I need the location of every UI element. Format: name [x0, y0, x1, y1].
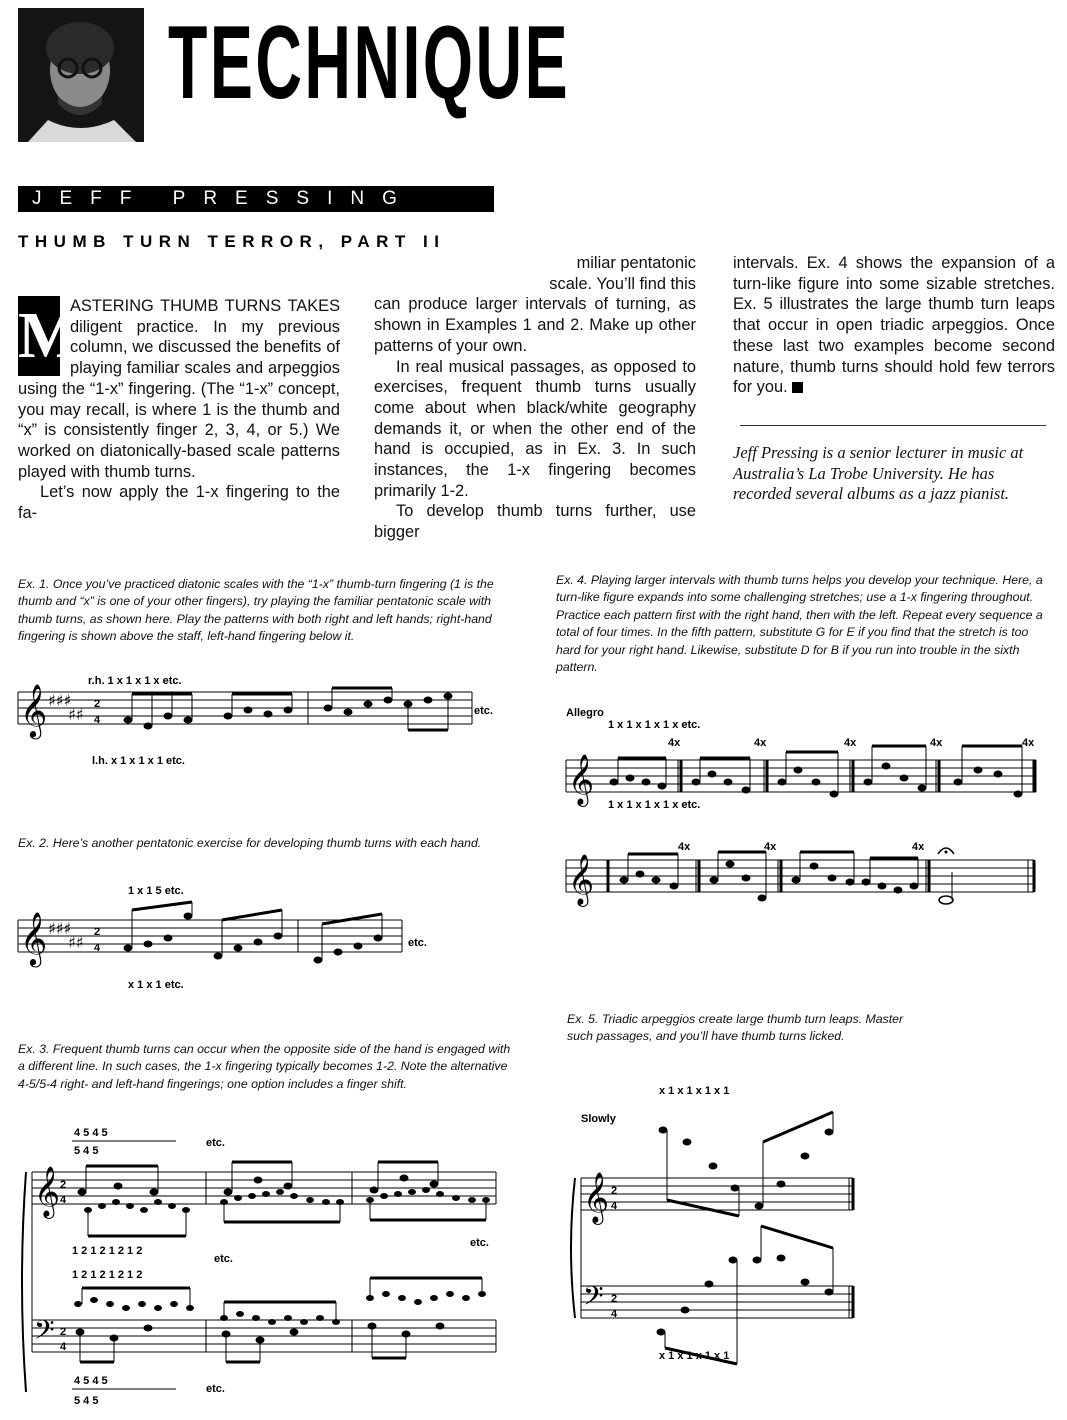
ex5-top-fingering: x 1 x 1 x 1 x 1 — [659, 1085, 730, 1097]
svg-text:2: 2 — [611, 1293, 618, 1305]
ex4-tempo: Allegro — [566, 707, 604, 719]
ex4-repeat-8: 4x — [912, 841, 925, 853]
ex4-top-fingering: 1 x 1 x 1 x 1 x etc. — [608, 719, 701, 731]
ex5-caption: Ex. 5. Triadic arpeggios create large thumb turn leaps. Master such passages, and you’ll have thumb turns licked. — [567, 1012, 904, 1044]
ex4-notation — [566, 702, 1046, 917]
svg-text:4: 4 — [611, 1200, 618, 1212]
end-mark-icon — [792, 382, 803, 393]
ex1-notation — [18, 670, 508, 770]
ex2-notation — [18, 880, 458, 995]
author-banner: JEFF PRESSING — [18, 186, 494, 212]
treble-clef-icon: 𝄞 — [20, 683, 48, 737]
svg-text:♯♯: ♯♯ — [68, 933, 84, 952]
divider — [740, 425, 1046, 426]
article-paragraph: can produce larger intervals of turning, as shown in Examples 1 and 2. Make up other patterns of your own. — [374, 295, 696, 355]
article-paragraph: ASTERING THUMB TURNS TAKES diligent practice. In my previous column, we discussed the benefits of playing familiar scales and arpeggios using the “1-x” fingering. (The “1-x” concept, you may recall, is where 1 is the thumb and “x” is consistently finger 2, 3, 4, or 5.) We worked on diatonically-based scale patterns played with thumb turns. — [18, 297, 340, 481]
svg-text:♯♯♯: ♯♯♯ — [48, 691, 72, 710]
time-signature-top: 2 — [94, 698, 101, 710]
bass-clef-icon: 𝄢 — [583, 1280, 604, 1318]
ex3-etc-right: etc. — [470, 1237, 489, 1249]
treble-clef-icon: 𝄞 — [34, 1166, 61, 1217]
ex1-rh-fingering: r.h. 1 x 1 x 1 x etc. — [88, 675, 182, 687]
ex3-bottom-fraction-a: 4 5 4 5 — [74, 1375, 108, 1387]
ex3-notes — [75, 1162, 490, 1362]
svg-text:4: 4 — [60, 1194, 67, 1206]
treble-clef-icon: 𝄞 — [568, 854, 595, 905]
drop-cap: M — [18, 296, 60, 376]
article-column-2 — [374, 253, 696, 543]
ex4-bottom-fingering: 1 x 1 x 1 x 1 x etc. — [608, 799, 701, 811]
author-photo — [18, 8, 144, 142]
svg-text:2: 2 — [94, 926, 101, 938]
svg-text:4: 4 — [611, 1308, 618, 1320]
article-column-1 — [18, 296, 340, 524]
treble-clef-icon: 𝄞 — [20, 911, 48, 965]
ex4-repeat-4: 4x — [930, 737, 943, 749]
ex5-bottom-fingering: x 1 x 1 x 1 x 1 — [659, 1350, 730, 1362]
ex5-tempo: Slowly — [581, 1113, 616, 1125]
article-paragraph: miliar pentatonic scale. You’ll find this — [549, 254, 696, 293]
ex5-notes — [657, 1112, 833, 1364]
ex3-notation — [18, 1122, 518, 1417]
ex4-repeat-7: 4x — [764, 841, 777, 853]
article-column-3 — [733, 253, 1055, 398]
time-signature-bottom: 4 — [94, 714, 101, 726]
svg-text:2: 2 — [60, 1179, 67, 1191]
ex4-repeat-2: 4x — [754, 737, 767, 749]
ex1-caption: Ex. 1. Once you’ve practiced diatonic scales with the “1-x” thumb-turn fingering (1 is the thumb and “x” is one of your other fingers), try playing the familiar pentatonic scale with thumb turns, as shown here. Play the patterns with both right and left hands; right-hand fingering is shown above the staff, left-hand fingering below it. — [18, 577, 494, 644]
ex2-notes — [124, 902, 382, 963]
ex4-repeat-5: 4x — [1022, 737, 1035, 749]
ex3-etc-top: etc. — [206, 1137, 225, 1149]
article-paragraph — [733, 253, 1055, 398]
svg-text:2: 2 — [60, 1326, 67, 1338]
svg-text:♯♯: ♯♯ — [68, 705, 84, 724]
portrait-image — [18, 8, 144, 142]
ex3-mid-fingering-2: 1 2 1 2 1 2 1 2 — [72, 1269, 143, 1281]
bass-clef-icon: 𝄢 — [34, 1314, 55, 1352]
ex1-lh-fingering: l.h. x 1 x 1 x 1 etc. — [92, 755, 185, 767]
article-text: intervals. Ex. 4 shows the expansion of a turn-like figure into some sizable stretches. Ex. 5 illustrates the large thumb turn leaps that occur in open triadic arpeggios. Once these last two examples become second nature, thumb turns should hold few terrors for you. — [733, 254, 1055, 397]
ex3-etc-mid: etc. — [214, 1253, 233, 1265]
ex3-mid-fingering-1: 1 2 1 2 1 2 1 2 — [72, 1245, 143, 1257]
author-bio: Jeff Pressing is a senior lecturer in music at Australia’s La Trobe University. He has recorded several albums as a jazz pianist. — [733, 443, 1024, 503]
ex2-etc: etc. — [408, 937, 427, 949]
article-paragraph: Let’s now apply the 1-x fingering to the fa- — [18, 483, 340, 523]
ex3-bottom-fraction-b: 5 4 5 — [74, 1395, 99, 1407]
ex4-repeat-3: 4x — [844, 737, 857, 749]
ex3-etc-bottom: etc. — [206, 1383, 225, 1395]
ex2-top-fingering: 1 x 1 5 etc. — [128, 885, 184, 897]
svg-text:2: 2 — [611, 1185, 618, 1197]
page-title: TECHNIQUE — [168, 5, 571, 121]
ex4-notes-row1 — [610, 746, 1022, 797]
treble-clef-icon: 𝄞 — [568, 754, 595, 805]
article-paragraph: To develop thumb turns further, use bigger — [374, 502, 696, 542]
ex2-caption: Ex. 2. Here’s another pentatonic exercise for developing thumb turns with each hand. — [18, 836, 482, 850]
svg-text:4: 4 — [94, 942, 101, 954]
ex3-top-fraction-b: 5 4 5 — [74, 1145, 99, 1157]
treble-clef-icon: 𝄞 — [583, 1172, 610, 1223]
ex2-bottom-fingering: x 1 x 1 etc. — [128, 979, 184, 991]
ex5-notation — [567, 1078, 867, 1368]
article-headline: THUMB TURN TERROR, PART II — [18, 232, 446, 251]
ex3-caption: Ex. 3. Frequent thumb turns can occur when the opposite side of the hand is engaged with a different line. In such cases, the 1-x fingering typically becomes 1-2. Note the alternative 4-5/5-4 right- and left-hand fingerings; one option includes a finger shift. — [18, 1042, 511, 1091]
ex4-caption: Ex. 4. Playing larger intervals with thumb turns helps you develop your technique. Here, a turn-like figure expands into some challenging stretches; use a 1-x fingering throughout. Practice each pattern first with the right hand, then with the left. Repeat every sequence a total of four times. In the fifth pattern, substitute G for E if you find that the stretch is too hard for your right hand. Likewise, substitute D for B if you run into trouble in the sixth pattern. — [556, 573, 1043, 675]
ex4-repeat-1: 4x — [668, 737, 681, 749]
ex3-top-fraction-a: 4 5 4 5 — [74, 1127, 108, 1139]
ex1-etc: etc. — [474, 705, 493, 717]
article-paragraph: In real musical passages, as opposed to exercises, frequent thumb turns usually come about when black/white geography demands it, or when the other end of the hand is occupied, as in Ex. 3. In such instances, the 1-x fingering becomes primarily 1-2. — [374, 357, 696, 500]
svg-text:♯♯♯: ♯♯♯ — [48, 919, 72, 938]
svg-text:4: 4 — [60, 1341, 67, 1353]
ex4-repeat-6: 4x — [678, 841, 691, 853]
